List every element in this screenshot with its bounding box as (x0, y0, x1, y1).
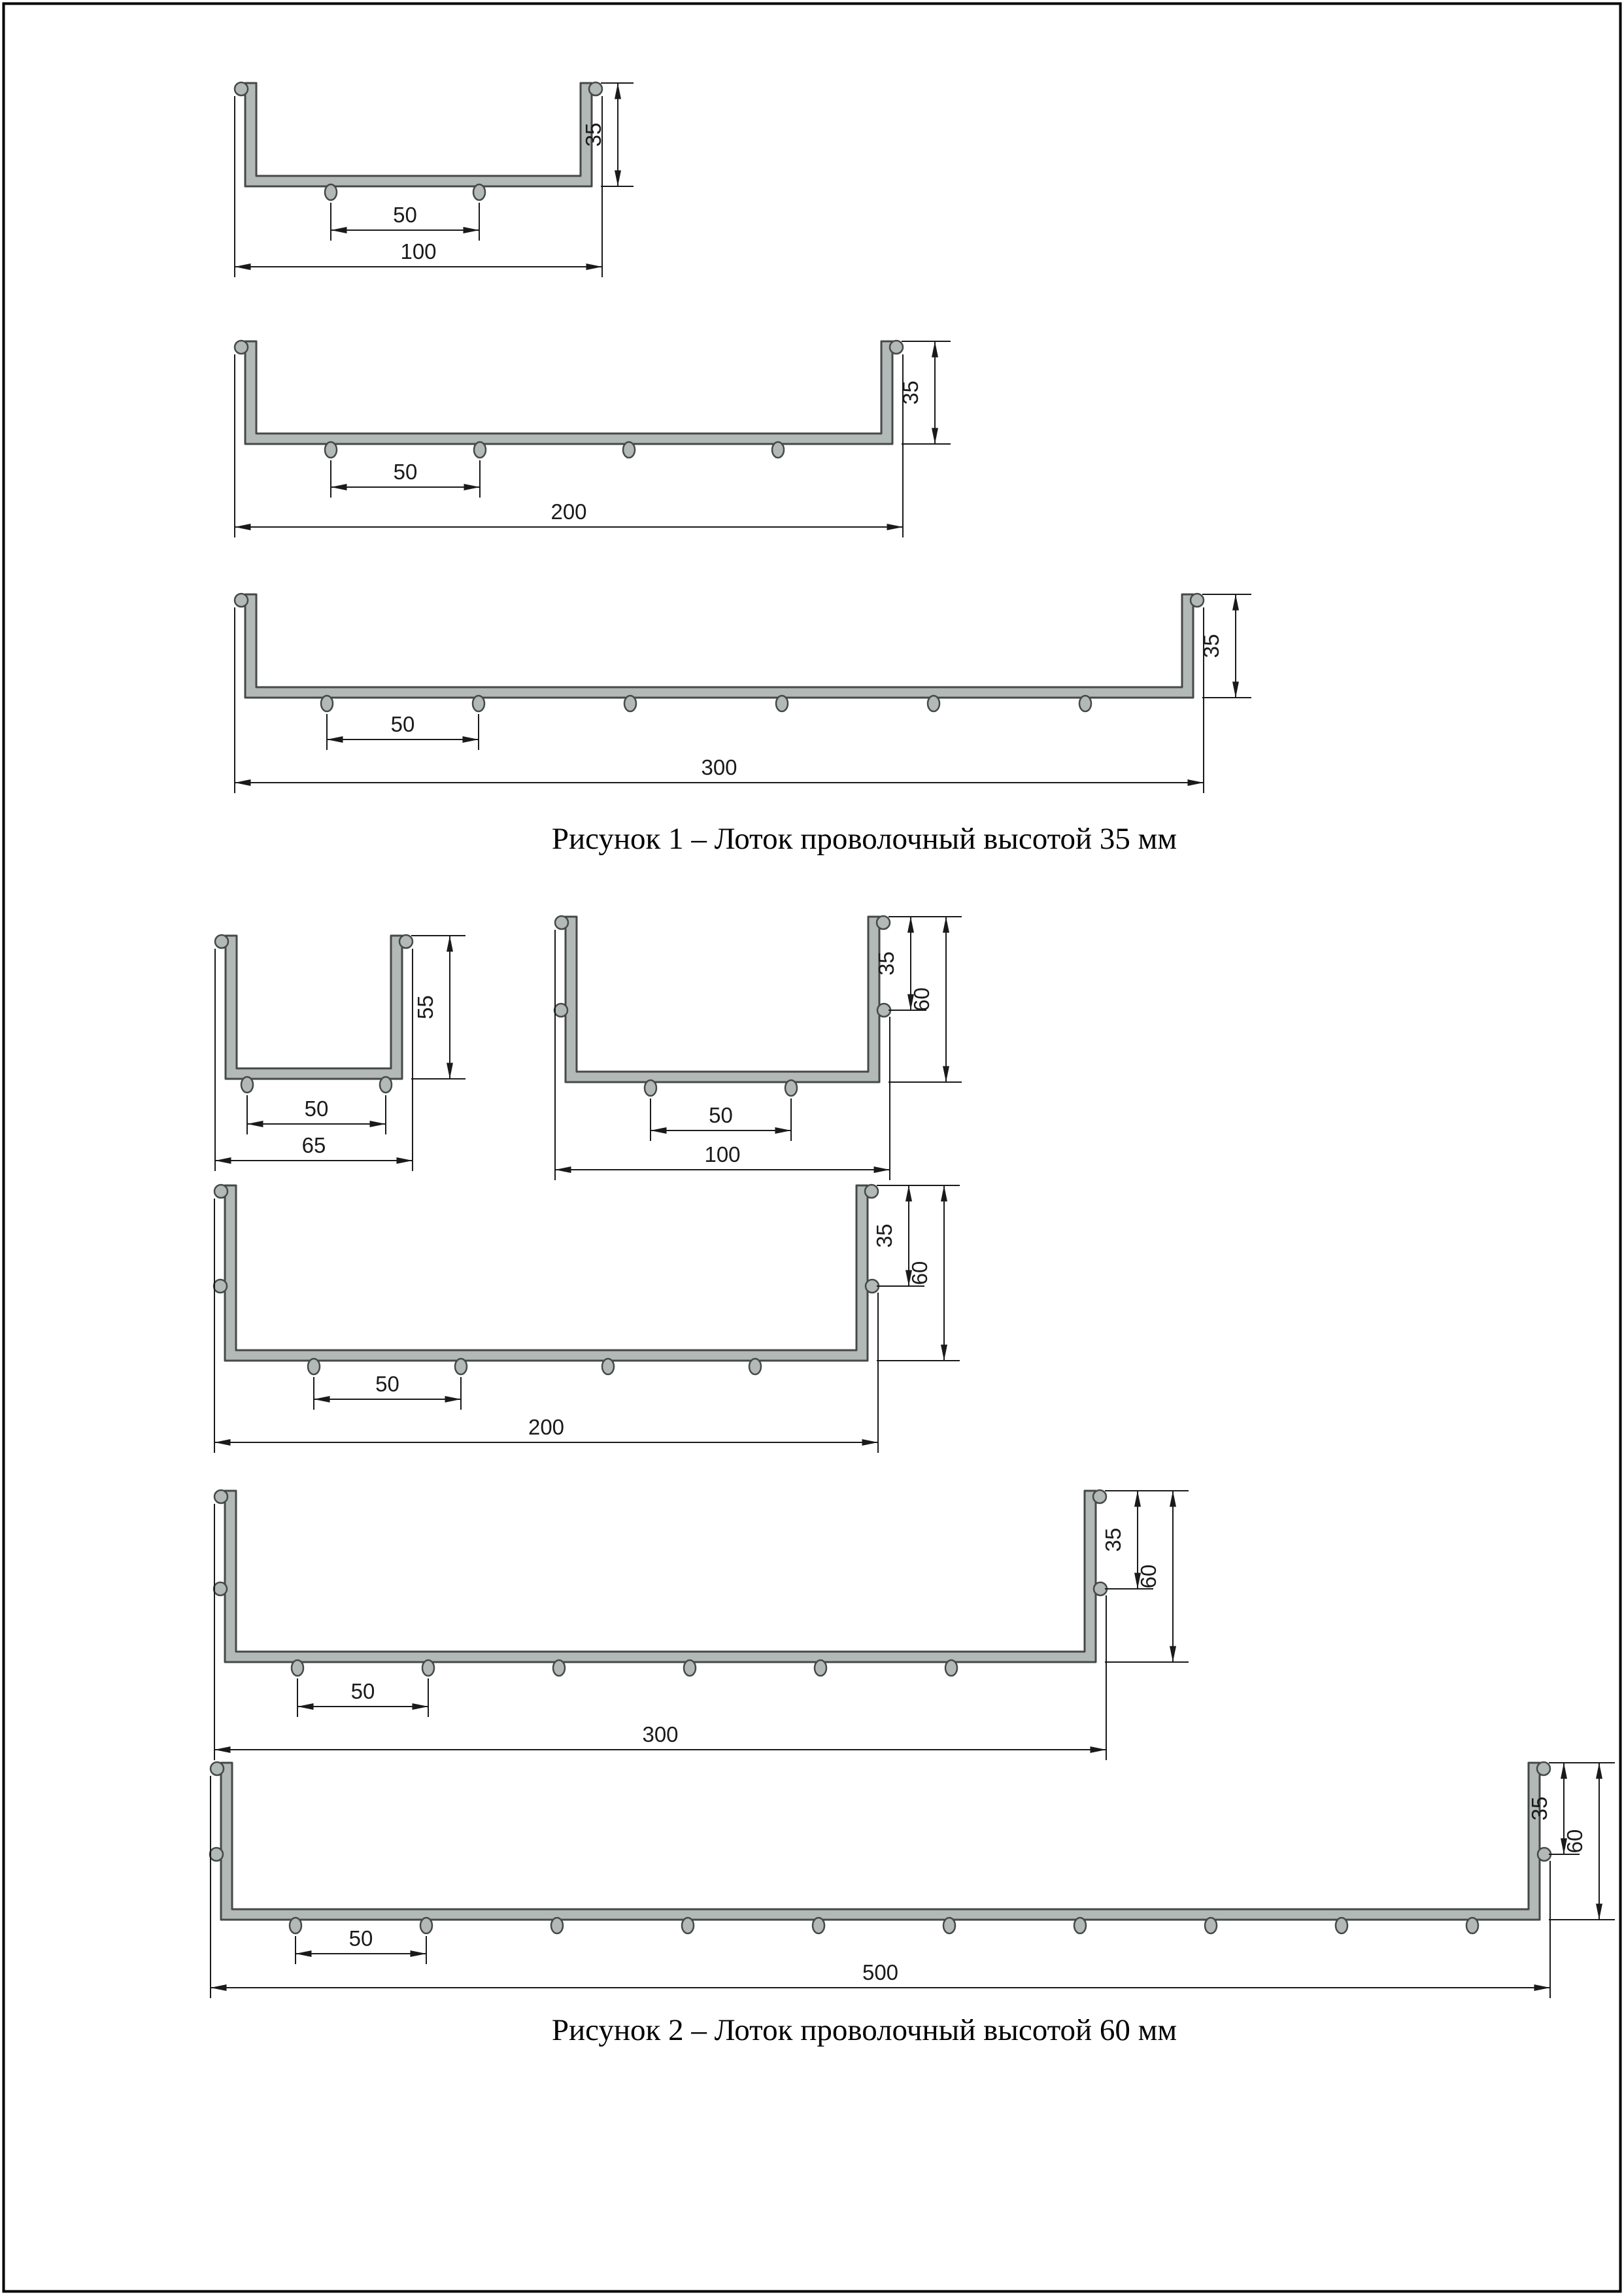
wire-end-circle (865, 1185, 878, 1198)
dimension-spacing (327, 712, 479, 750)
bottom-wire-dot (420, 1918, 432, 1933)
dimension-width (215, 949, 413, 1171)
dimension-spacing (331, 460, 480, 498)
tray-profile-500x60 (210, 1762, 1615, 1998)
tray-profile-100x60 (554, 916, 962, 1180)
bottom-wire-dot (602, 1359, 614, 1374)
wire-end-circle (214, 1490, 228, 1503)
bottom-wire-dot (684, 1660, 696, 1676)
bottom-wire-dot (474, 442, 486, 458)
dimension-height (898, 341, 951, 444)
tray-body (245, 83, 592, 186)
dimension-label: 50 (393, 203, 417, 227)
bottom-wire-dot (473, 696, 484, 711)
wire-end-circle (1093, 1490, 1106, 1503)
dimension-label: 50 (348, 1926, 373, 1950)
dimension-spacing (247, 1095, 386, 1134)
tray-profile-65x55 (215, 935, 465, 1171)
dimension-label: 50 (350, 1679, 375, 1703)
dimension-label: 35 (581, 122, 605, 147)
wire-end-circle (877, 916, 890, 929)
dimension-label: 200 (550, 500, 587, 524)
tray-body (226, 936, 402, 1079)
dimension-height (1101, 1491, 1189, 1662)
dimension-width (555, 930, 890, 1180)
tray-body (566, 917, 879, 1082)
dimension-label: 60 (907, 1261, 932, 1285)
bottom-wire-dot (325, 442, 337, 458)
dimension-width (214, 1504, 1106, 1760)
dimension-height (1199, 594, 1251, 698)
figure1-caption: Рисунок 1 – Лоток проволочный высотой 35 мм (551, 822, 1177, 856)
bottom-wire-dot (325, 184, 337, 200)
wire-end-circle (890, 341, 903, 354)
dimension-label: 300 (642, 1722, 679, 1746)
bottom-wire-dot (380, 1077, 392, 1093)
bottom-wire-dot (749, 1359, 761, 1374)
dimension-height (872, 1185, 960, 1361)
wire-end-circle (235, 341, 248, 354)
bottom-wire-dot (553, 1660, 565, 1676)
bottom-wire-dot (623, 442, 635, 458)
dimension-label: 55 (413, 995, 437, 1019)
tray-profile-200x35 (235, 341, 951, 537)
bottom-wire-dot (290, 1918, 301, 1933)
bottom-wire-dot (455, 1359, 467, 1374)
wire-mid-circle (214, 1582, 227, 1595)
tray-profile-300x60 (214, 1490, 1189, 1760)
wire-end-circle (1191, 594, 1204, 607)
figure-1-drawings (235, 82, 1251, 793)
tray-profile-200x60 (214, 1185, 960, 1453)
dimension-label: 50 (709, 1103, 733, 1127)
bottom-wire-dot (1466, 1918, 1478, 1933)
dimension-label: 60 (1563, 1829, 1587, 1854)
wire-end-circle (589, 82, 602, 95)
bottom-wire-dot (422, 1660, 434, 1676)
wire-end-circle (555, 916, 568, 929)
tray-profile-100x35 (235, 82, 634, 277)
bottom-wire-dot (815, 1660, 826, 1676)
tray-body (245, 341, 892, 444)
dimension-label: 50 (304, 1096, 329, 1121)
dimension-label: 35 (874, 951, 898, 976)
dimension-label: 35 (1199, 634, 1223, 658)
figure-2-drawings (210, 916, 1615, 1998)
bottom-wire-dot (1074, 1918, 1086, 1933)
dimension-width (214, 1198, 878, 1453)
bottom-wire-dot (292, 1660, 303, 1676)
dimension-label: 100 (704, 1142, 741, 1166)
tray-body (225, 1185, 868, 1361)
dimension-label: 100 (400, 239, 437, 264)
bottom-wire-dot (624, 696, 636, 711)
dimension-width (211, 1776, 1550, 1998)
dimension-label: 500 (862, 1960, 899, 1984)
bottom-wire-dot (928, 696, 939, 711)
wire-end-circle (211, 1762, 224, 1775)
bottom-wire-dot (308, 1359, 320, 1374)
bottom-wire-dot (772, 442, 784, 458)
bottom-wire-dot (813, 1918, 824, 1933)
dimension-label: 35 (1527, 1796, 1551, 1821)
bottom-wire-dot (1079, 696, 1091, 711)
wire-end-circle (235, 594, 248, 607)
wire-end-circle (215, 935, 228, 948)
tray-body (221, 1763, 1540, 1920)
dimension-spacing (651, 1098, 791, 1141)
wire-end-circle (399, 935, 413, 948)
dimension-label: 50 (393, 460, 418, 484)
wire-mid-circle (210, 1848, 223, 1861)
dimension-spacing (297, 1678, 428, 1717)
wire-end-circle (214, 1185, 228, 1198)
bottom-wire-dot (776, 696, 788, 711)
dimension-label: 300 (701, 755, 737, 779)
wire-end-circle (235, 82, 248, 95)
dimension-height (411, 936, 465, 1079)
dimension-label: 65 (301, 1133, 326, 1157)
tray-body (245, 594, 1193, 698)
dimension-label: 35 (872, 1223, 896, 1248)
dimension-height (874, 917, 962, 1082)
bottom-wire-dot (645, 1080, 656, 1096)
dimension-label: 35 (1101, 1527, 1125, 1552)
dimension-label: 50 (390, 712, 415, 736)
dimension-spacing (331, 203, 479, 241)
dimension-label: 50 (375, 1372, 399, 1396)
bottom-wire-dot (1336, 1918, 1347, 1933)
tray-body (225, 1491, 1096, 1662)
tray-profile-300x35 (235, 594, 1251, 793)
bottom-wire-dot (241, 1077, 253, 1093)
bottom-wire-dot (551, 1918, 563, 1933)
bottom-wire-dot (682, 1918, 694, 1933)
figure2-caption: Рисунок 2 – Лоток проволочный высотой 60 мм (551, 2013, 1177, 2047)
bottom-wire-dot (473, 184, 485, 200)
dimension-label: 60 (1136, 1564, 1160, 1589)
bottom-wire-dot (1205, 1918, 1217, 1933)
dimension-spacing (314, 1372, 461, 1410)
bottom-wire-dot (943, 1918, 955, 1933)
bottom-wire-dot (785, 1080, 797, 1096)
bottom-wire-dot (321, 696, 333, 711)
dimension-label: 60 (909, 987, 934, 1012)
dimension-label: 200 (528, 1415, 565, 1439)
dimension-label: 35 (898, 381, 922, 405)
wire-mid-circle (554, 1004, 567, 1017)
dimension-width (235, 607, 1204, 793)
bottom-wire-dot (945, 1660, 957, 1676)
dimension-spacing (296, 1926, 426, 1964)
wire-end-circle (1537, 1762, 1550, 1775)
wire-mid-circle (214, 1280, 227, 1293)
